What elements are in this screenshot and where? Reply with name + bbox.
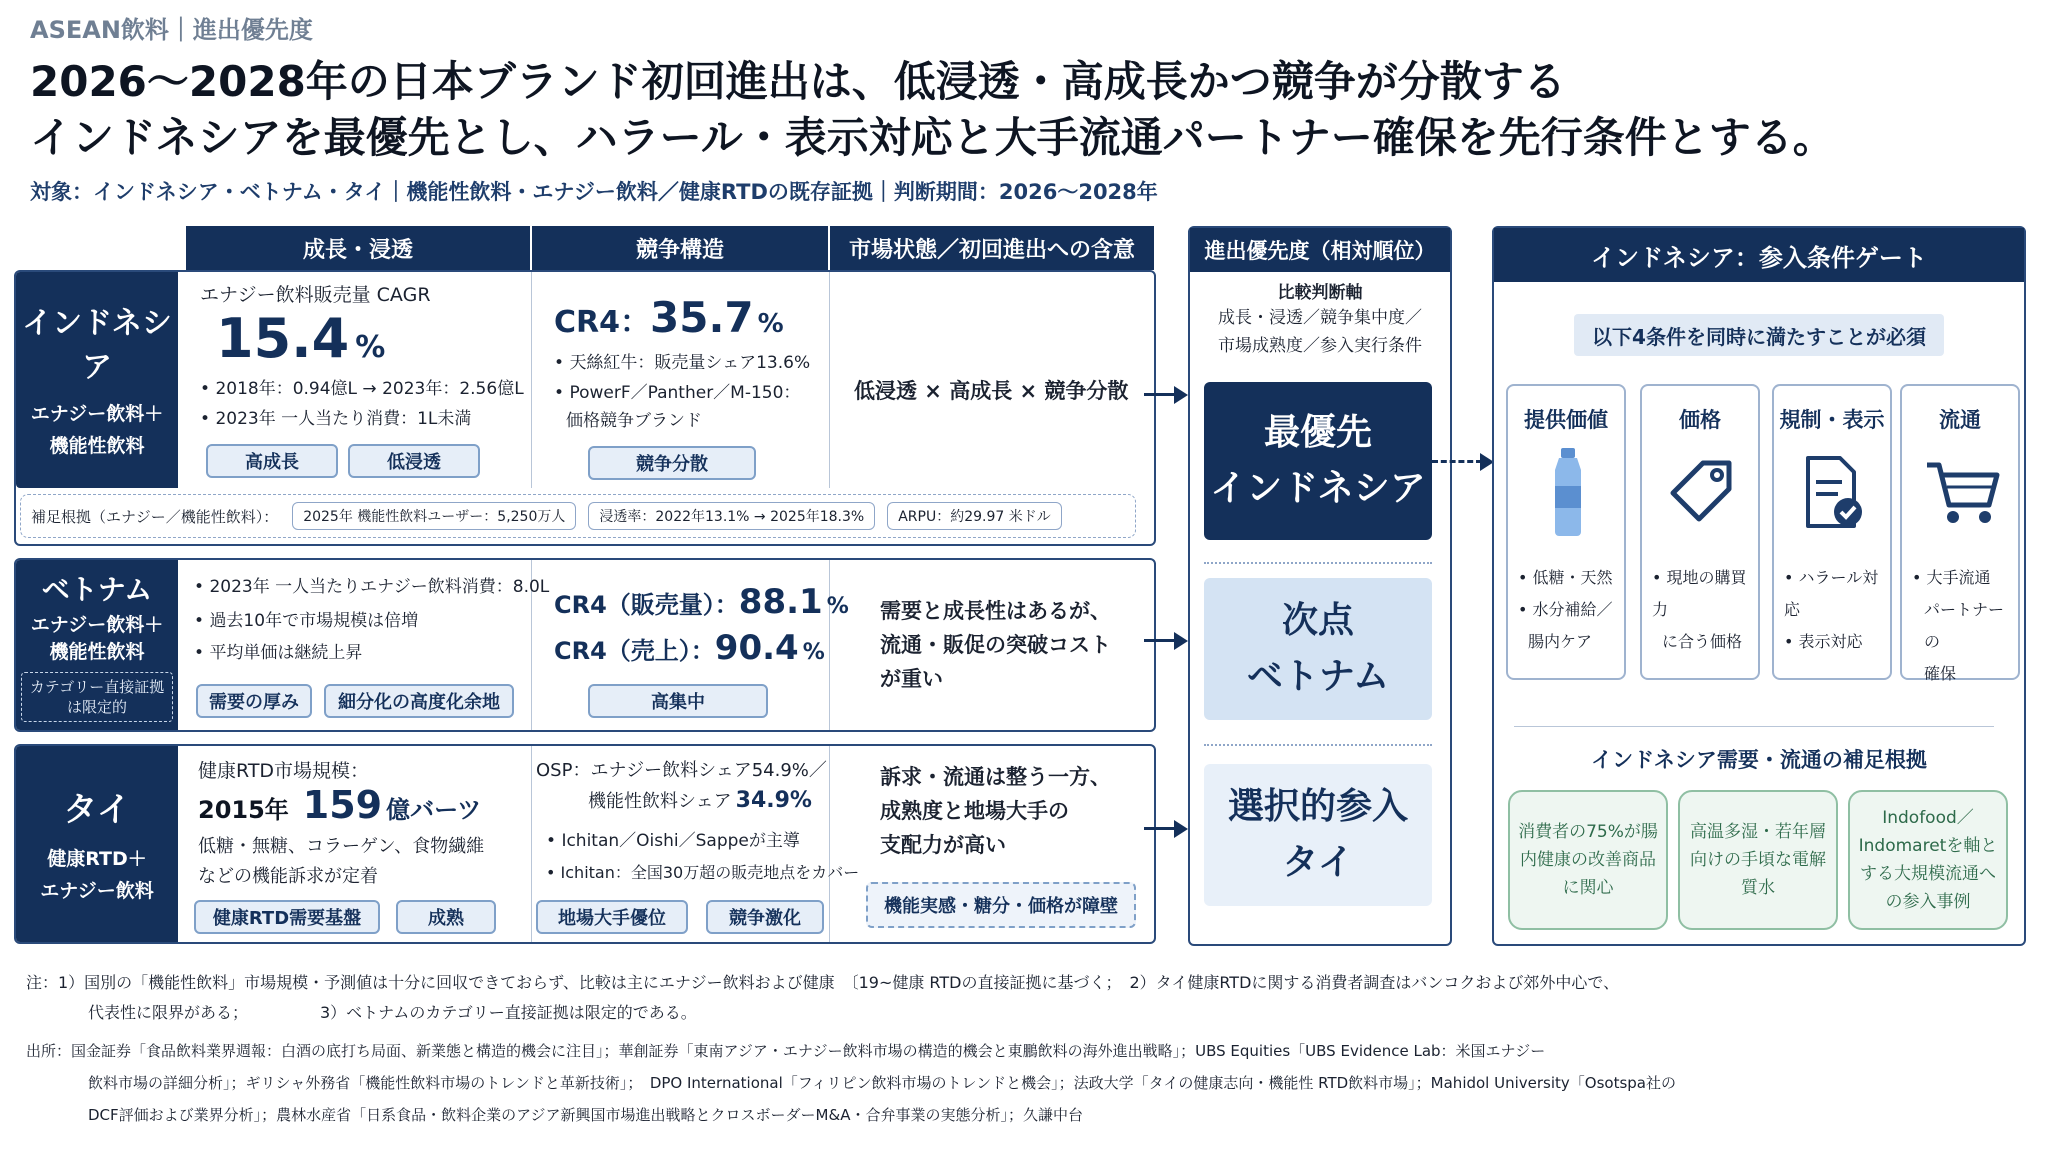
implication-text [880,594,1111,696]
cr4-metric [554,290,784,352]
growth-bullet: • 2018年：0.94億L → 2023年：2.56億L [200,374,524,404]
note-line: は限定的 [66,698,127,716]
column-header-growth: 成長・浸透 [186,226,530,270]
arrow-head [1174,386,1188,404]
category-line: 機能性飲料 [49,435,145,457]
competition-bullet-cont: 価格競争ブランド [566,411,702,431]
category-line: 健康RTD＋ [47,847,147,870]
category-line: エナジー飲料＋ [30,403,164,425]
cr4-sales-label: CR4（売上）： [554,637,715,665]
document-check-icon [1794,452,1874,532]
cr4-label: CR4： [554,305,650,340]
country-name: インドネシア [22,306,172,385]
osp-functional-share [588,786,812,817]
gate-bullet: • 現地の購買力 [1652,562,1756,626]
category-line: エナジー飲料＋ [30,614,164,636]
dashed-arrow [1432,460,1482,463]
tag-mature: 成熟 [396,900,496,934]
divider [531,746,532,942]
arrow-connector [1144,827,1176,830]
growth-bullet: • 2023年 一人当たり消費：1L未満 [200,404,471,434]
page-title [30,54,2020,166]
category-line: エナジー飲料 [40,879,154,902]
separator [1204,744,1432,746]
implication-line: 支配力が高い [880,833,1006,857]
footnote: 代表性に限界がある； 3）ベトナムのカテゴリー直接証拠は限定的である。 [88,1003,697,1022]
cr4-volume-value: 88.1 [738,582,823,622]
market-size-number: 159 [302,783,383,827]
cr4-sales-metric [554,626,825,675]
cr4-unit: % [826,594,849,619]
growth-bullet: • 過去10年で市場規模は倍増 [194,606,418,636]
gate-bullet: • 低糖・天然 [1518,562,1622,594]
growth-metric-label: エナジー飲料販売量 CAGR [200,284,431,306]
priority-rank-3 [1204,764,1432,906]
evidence-pill: 2025年 機能性飲料ユーザー：5,250万人 [292,502,576,530]
limited-evidence-note [21,672,173,722]
headline-line-2: インドネシアを最優先とし、ハラール・表示対応と大手流通パートナー確保を先行条件とする。 [30,113,1835,162]
market-size-unit: 億バーツ [386,796,482,824]
cr4-sales-value: 90.4 [714,628,799,668]
scope-subtitle: 対象：インドネシア・ベトナム・タイ｜機能性飲料・エナジー飲料／健康RTDの既存証拠｜判断期間：2026〜2028年 [30,180,1158,204]
country-name: ベトナム [41,573,153,606]
priority-axis-title: 比較判断軸 [1277,283,1363,303]
description-line: 低糖・無糖、コラーゲン、食物繊維 [198,836,485,857]
gate-bullet-cont: パートナーの [1924,600,2005,651]
shopping-cart-icon [1922,452,2002,532]
osp-share-value: 34.9% [735,788,812,813]
entry-gate-header: インドネシア：参入条件ゲート [1494,228,2024,282]
tag-fragmented-competition: 競争分散 [588,446,756,480]
priority-rank-2 [1204,578,1432,720]
priority-country: インドネシア [1210,468,1426,509]
evidence-card: 消費者の75%が腸内健康の改善商品に関心 [1508,790,1668,930]
cr4-volume-label: CR4（販売量）： [554,591,739,619]
gate-bullet-cont: 確保 [1924,664,1957,683]
gate-bullet: • ハラール対応 [1784,562,1888,626]
tag-high-growth: 高成長 [206,444,338,478]
separator [1204,562,1432,564]
sources: DCF評価および業界分析」；農林水産省「日系食品・飲料企業のアジア新興国市場進出戦略とクロスボーダーM&A・合弁事業の実態分析」；久謙中台 [88,1106,1083,1124]
axis-line: 市場成熟度／参入実行条件 [1218,336,1422,356]
footnote: 注：1）国別の「機能性飲料」市場規模・予測値は十分に回収できておらず、比較は主にエナジー飲料および健康 〔19~健康 RTDの直接証拠に基づく； 2）タイ健康RTDに関する消費者調査はバンコクおよび郊外中心で、 [26,973,1620,992]
implication-line: が重い [880,667,943,691]
barrier-tag: 機能実感・糖分・価格が障壁 [866,882,1136,928]
gate-requirement-banner: 以下4条件を同時に満たすことが必須 [1574,314,1944,356]
gate-card-title: 価格 [1679,408,1721,432]
supplementary-label: 補足根拠（エナジー／機能性飲料）： [31,507,279,526]
cr4-value: 35.7 [650,293,754,342]
supplementary-evidence-title: インドネシア需要・流通の補足根拠 [1591,748,1927,772]
axis-line: 成長・浸透／競争集中度／ [1218,308,1422,328]
priority-axis-description [1190,304,1450,360]
arrow-head [1174,820,1188,838]
competition-bullet: • Ichitan／Oishi／Sappeが主導 [546,826,800,856]
evidence-pill: ARPU：約29.97 米ドル [887,502,1062,530]
priority-country: タイ [1282,842,1354,883]
tag-high-concentration: 高集中 [588,684,768,718]
arrow-connector [1144,393,1176,396]
market-size-value [198,780,481,835]
tag-demand-depth: 需要の厚み [196,684,312,718]
gate-card-price [1640,384,1760,680]
market-size-year: 2015年 [198,796,289,824]
implication-line: 成熟度と地場大手の [880,799,1069,823]
arrow-head [1174,632,1188,650]
competition-bullet: • PowerF／Panther／M-150： [554,378,800,408]
osp-share-line: OSP：エナジー飲料シェア54.9%／ [536,760,827,781]
priority-label: 次点 [1281,600,1354,641]
growth-bullet: • 2023年 一人当たりエナジー飲料消費：8.0L [194,572,549,602]
implication-line: 流通・販促の突破コスト [880,633,1111,657]
gate-bullet: • 大手流通 [1912,562,2016,594]
tag-rtd-demand-base: 健康RTD需要基盤 [194,900,380,934]
cagr-value: 15.4 [216,307,350,370]
column-header-competition: 競争構造 [532,226,828,270]
growth-metric-value [216,306,385,381]
gate-card-title: 流通 [1939,408,1981,432]
divider [531,272,532,488]
breadcrumb: ASEAN飲料｜進出優先度 [30,16,313,44]
implication-text: 低浸透 × 高成長 × 競争分散 [854,379,1129,403]
priority-rank-1 [1204,382,1432,540]
tag-local-leaders: 地場大手優位 [536,900,688,934]
gate-card-title: 提供価値 [1524,408,1608,432]
arrow-connector [1144,639,1176,642]
priority-label: 選択的参入 [1227,786,1408,827]
gate-bullet: • 水分補給／ [1518,594,1622,626]
gate-bullet: • 表示対応 [1784,626,1888,658]
sources: 飲料市場の詳細分析」；ギリシャ外務省「機能性飲料市場のトレンドと革新技術」； DPO International「フィリピン飲料市場のトレンドと機会」；法政大学「タイの健康志向・機能性 RTD飲料市場」；Mahidol University「Osotspa社の [88,1074,1676,1092]
competition-bullet: • 天絲紅牛：販売量シェア13.6% [554,348,810,378]
competition-bullet: • Ichitan：全国30万超の販売地点をカバー [546,858,859,888]
tag-low-penetration: 低浸透 [348,444,480,478]
evidence-card: Indofood／Indomaretを軸とする大規模流通への参入事例 [1848,790,2008,930]
market-size-label: 健康RTD市場規模： [198,760,370,782]
evidence-pill: 浸透率：2022年13.1% → 2025年18.3% [588,502,875,530]
implication-text [880,760,1111,862]
tag-segmentation-room: 細分化の高度化余地 [324,684,514,718]
note-line: カテゴリー直接証拠 [29,678,165,696]
divider [1514,726,1994,727]
tag-intense-competition: 競争激化 [706,900,824,934]
row-label-thailand [16,746,178,942]
category-line: 機能性飲料 [49,641,145,663]
price-tag-icon [1662,452,1742,532]
growth-bullet: • 平均単価は継続上昇 [194,638,362,668]
gate-card-title: 規制・表示 [1779,408,1885,432]
implication-line: 需要と成長性はあるが、 [880,599,1111,623]
gate-card-regulation [1772,384,1892,680]
headline-line-1: 2026〜2028年の日本ブランド初回進出は、低浸透・高成長かつ競争が分散する [30,57,1566,106]
divider [829,746,830,942]
gate-bullet-cont: 腸内ケア [1528,632,1593,651]
row-label-vietnam [16,560,178,730]
cr4-unit: % [757,309,784,339]
implication-line: 訴求・流通は整う一方、 [880,765,1111,789]
description-line: などの機能訴求が定着 [198,866,378,887]
gate-card-value [1506,384,1626,680]
bottle-icon [1528,452,1608,532]
cr4-unit: % [802,640,825,665]
divider [829,272,830,488]
row-label-indonesia [16,272,178,488]
priority-label: 最優先 [1263,412,1372,453]
cr4-volume-metric [554,580,849,629]
gate-bullet-cont: に合う価格 [1662,632,1743,651]
priority-country: ベトナム [1246,656,1390,697]
gate-card-distribution [1900,384,2020,683]
supplementary-evidence-bar [20,494,1136,538]
column-header-implication: 市場状態／初回進出への含意 [830,226,1154,270]
sources: 出所：国金証券「食品飲料業界週報：白酒の底打ち局面、新業態と構造的機会に注目」；華創証券「東南アジア・エナジー飲料市場の構造的機会と東鵬飲料の海外進出戦略」；UBS Equities「UBS Evidence Lab：米国エナジー [26,1042,1546,1060]
country-name: タイ [63,789,131,830]
evidence-card: 高温多湿・若年層向けの手頃な電解質水 [1678,790,1838,930]
cagr-unit: % [355,330,386,365]
osp-share-label: 機能性飲料シェア [588,791,732,812]
priority-panel-header: 進出優先度（相対順位） [1190,228,1450,272]
